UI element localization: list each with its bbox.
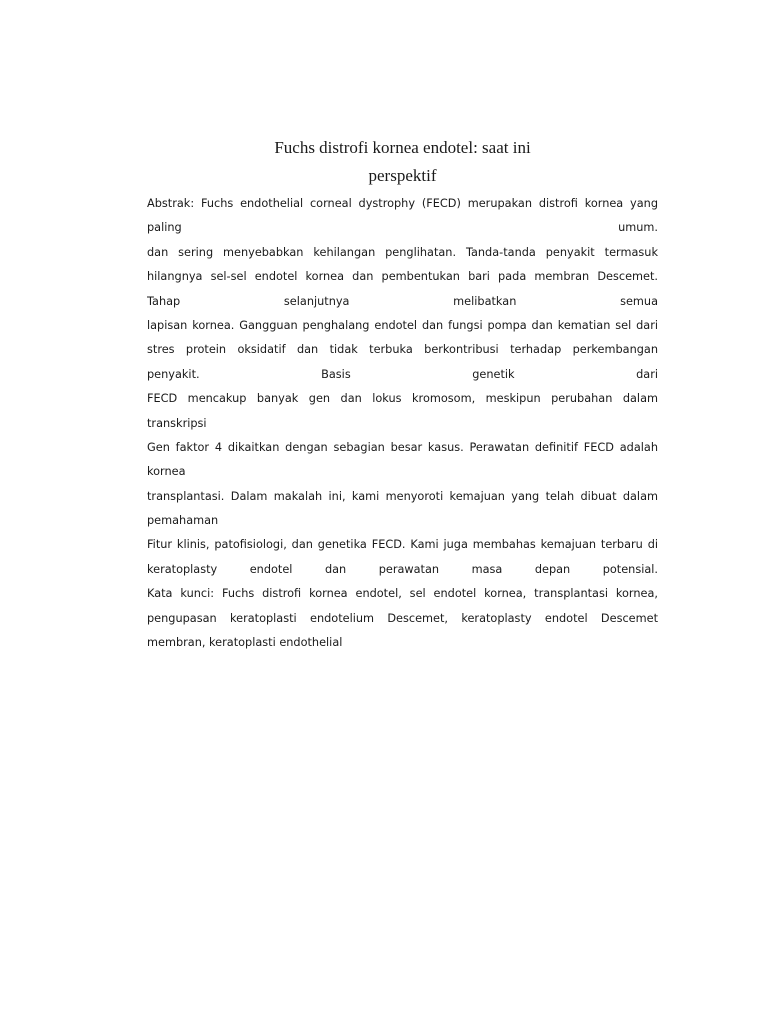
abstract-line: lapisan kornea. Gangguan penghalang endotel dan fungsi pompa dan kematian sel dari [147,318,658,332]
abstract-line: keratoplasty endotel dan perawatan masa depan potensial. [147,562,658,576]
abstract-line: Tahap selanjutnya melibatkan semua [147,294,658,308]
abstract-line: dan sering menyebabkan kehilangan penglihatan. Tanda-tanda penyakit termasuk [147,245,658,259]
abstract-line: paling umum. [147,221,658,235]
abstract-line: FECD mencakup banyak gen dan lokus kromosom, meskipun perubahan dalam [147,392,658,406]
abstract-line: membran, keratoplasti endothelial [147,636,343,650]
abstract-line: pengupasan keratoplasti endotelium Descemet, keratoplasty endotel Descemet [147,611,658,625]
abstract-line: Abstrak: Fuchs endothelial corneal dystrophy (FECD) merupakan distrofi kornea yang [147,197,658,210]
abstract-line: Kata kunci: Fuchs distrofi kornea endotel, sel endotel kornea, transplantasi kornea, [147,587,658,601]
abstract-line: transplantasi. Dalam makalah ini, kami menyoroti kemajuan yang telah dibuat dalam [147,489,658,503]
title-line-2: perspektif [368,166,437,185]
abstract-line: stres protein oksidatif dan tidak terbuka berkontribusi terhadap perkembangan [147,343,658,357]
abstract-line: Fitur klinis, patofisiologi, dan genetika FECD. Kami juga membahas kemajuan terbaru di [147,538,658,552]
abstract-line: Gen faktor 4 dikaitkan dengan sebagian besar kasus. Perawatan definitif FECD adalah [147,440,658,454]
abstract-line: hilangnya sel-sel endotel kornea dan pembentukan bari pada membran Descemet. [147,270,658,284]
abstract-line: pemahaman [147,514,219,528]
abstract-body [147,194,658,657]
abstract-line: transkripsi [147,416,207,430]
abstract-line: penyakit. Basis genetik dari [147,367,658,381]
title-line-1: Fuchs distrofi kornea endotel: saat ini [274,138,531,157]
abstract-line: kornea [147,465,186,479]
